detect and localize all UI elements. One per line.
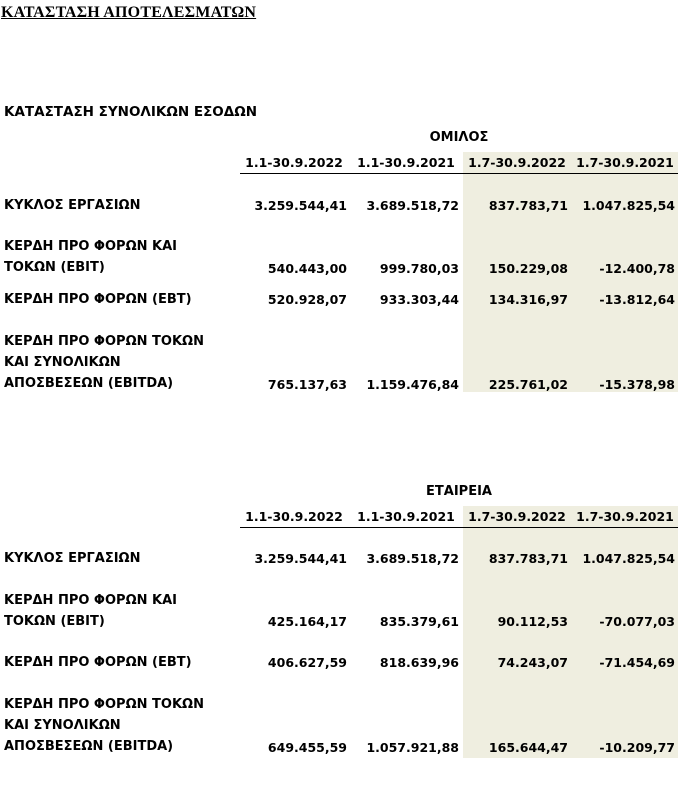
company-row-label [4, 590, 177, 632]
row-label-line: ΚΕΡΔΗ ΠΡΟ ΦΟΡΩΝ ΚΑΙ [4, 593, 177, 608]
company-cell: 1.057.921,88 [366, 740, 459, 755]
group-row-label [4, 331, 204, 394]
group-row-label [4, 289, 192, 310]
company-cell: 818.639,96 [379, 655, 459, 670]
section-title: ΚΑΤΑΣΤΑΣΗ ΣΥΝΟΛΙΚΩΝ ΕΣΟΔΩΝ [4, 104, 257, 120]
company-column-header: 1.1-30.9.2021 [357, 509, 455, 524]
group-cell: 540.443,00 [267, 261, 347, 276]
row-label-line: ΚΕΡΔΗ ΠΡΟ ΦΟΡΩΝ ΤΟΚΩΝ [4, 697, 204, 712]
group-cell: 3.259.544,41 [254, 198, 347, 213]
company-cell: 649.455,59 [267, 740, 347, 755]
row-label-line: ΚΕΡΔΗ ΠΡΟ ΦΟΡΩΝ ΤΟΚΩΝ [4, 334, 204, 349]
row-label-line: ΚΕΡΔΗ ΠΡΟ ΦΟΡΩΝ (EBT) [4, 655, 192, 670]
group-cell: 225.761,02 [488, 377, 568, 392]
company-column-header: 1.7-30.9.2021 [576, 509, 674, 524]
group-cell: -15.378,98 [599, 377, 675, 392]
company-cell: 406.627,59 [267, 655, 347, 670]
row-label-line: ΚΥΚΛΟΣ ΕΡΓΑΣΙΩΝ [4, 198, 141, 213]
row-label-line: ΑΠΟΣΒΕΣΕΩΝ (EBITDA) [4, 376, 174, 391]
group-cell: 3.689.518,72 [366, 198, 459, 213]
row-label-line: ΚΕΡΔΗ ΠΡΟ ΦΟΡΩΝ (EBT) [4, 292, 192, 307]
company-cell: 3.689.518,72 [366, 551, 459, 566]
row-label-line: ΚΥΚΛΟΣ ΕΡΓΑΣΙΩΝ [4, 551, 141, 566]
group-cell: 837.783,71 [488, 198, 568, 213]
company-row-label [4, 548, 140, 569]
company-label: ΕΤΑΙΡΕΙΑ [426, 484, 492, 499]
group-cell: 134.316,97 [488, 292, 568, 307]
company-column-header: 1.7-30.9.2022 [468, 509, 566, 524]
group-row-label [4, 195, 140, 216]
company-cell: -70.077,03 [599, 614, 675, 629]
company-cell: 835.379,61 [379, 614, 459, 629]
group-label: ΟΜΙΛΟΣ [429, 130, 489, 145]
row-label-line: ΤΟΚΩΝ (EBIT) [4, 614, 105, 629]
row-label-line: ΑΠΟΣΒΕΣΕΩΝ (EBITDA) [4, 739, 174, 754]
group-column-header: 1.1-30.9.2022 [245, 155, 343, 170]
company-cell: 1.047.825,54 [582, 551, 675, 566]
company-cell: 165.644,47 [488, 740, 568, 755]
row-label-line: ΚΕΡΔΗ ΠΡΟ ΦΟΡΩΝ ΚΑΙ [4, 239, 177, 254]
company-cell: 90.112,53 [497, 614, 568, 629]
group-column-header: 1.7-30.9.2022 [468, 155, 566, 170]
company-column-header: 1.1-30.9.2022 [245, 509, 343, 524]
company-cell: -71.454,69 [599, 655, 675, 670]
row-label-line: ΚΑΙ ΣΥΝΟΛΙΚΩΝ [4, 355, 121, 370]
group-cell: 999.780,03 [379, 261, 459, 276]
group-cell: 150.229,08 [488, 261, 568, 276]
group-cell: 765.137,63 [267, 377, 347, 392]
company-row-label [4, 652, 192, 673]
company-cell: 74.243,07 [497, 655, 568, 670]
group-header-rule [240, 173, 678, 174]
row-label-line: ΚΑΙ ΣΥΝΟΛΙΚΩΝ [4, 718, 121, 733]
company-cell: 3.259.544,41 [254, 551, 347, 566]
group-cell: 520.928,07 [267, 292, 347, 307]
group-row-label [4, 236, 177, 278]
group-column-header: 1.1-30.9.2021 [357, 155, 455, 170]
group-cell: 933.303,44 [379, 292, 459, 307]
company-row-label [4, 694, 204, 757]
company-cell: 425.164,17 [267, 614, 347, 629]
company-shaded-columns [463, 506, 678, 758]
group-cell: -13.812,64 [599, 292, 675, 307]
group-column-header: 1.7-30.9.2021 [576, 155, 674, 170]
company-cell: 837.783,71 [488, 551, 568, 566]
group-cell: 1.047.825,54 [582, 198, 675, 213]
row-label-line: ΤΟΚΩΝ (EBIT) [4, 260, 105, 275]
group-cell: 1.159.476,84 [366, 377, 459, 392]
group-cell: -12.400,78 [599, 261, 675, 276]
page-title: ΚΑΤΑΣΤΑΣΗ ΑΠΟΤΕΛΕΣΜΑΤΩΝ [1, 4, 257, 21]
company-header-rule [240, 527, 678, 528]
company-cell: -10.209,77 [599, 740, 675, 755]
